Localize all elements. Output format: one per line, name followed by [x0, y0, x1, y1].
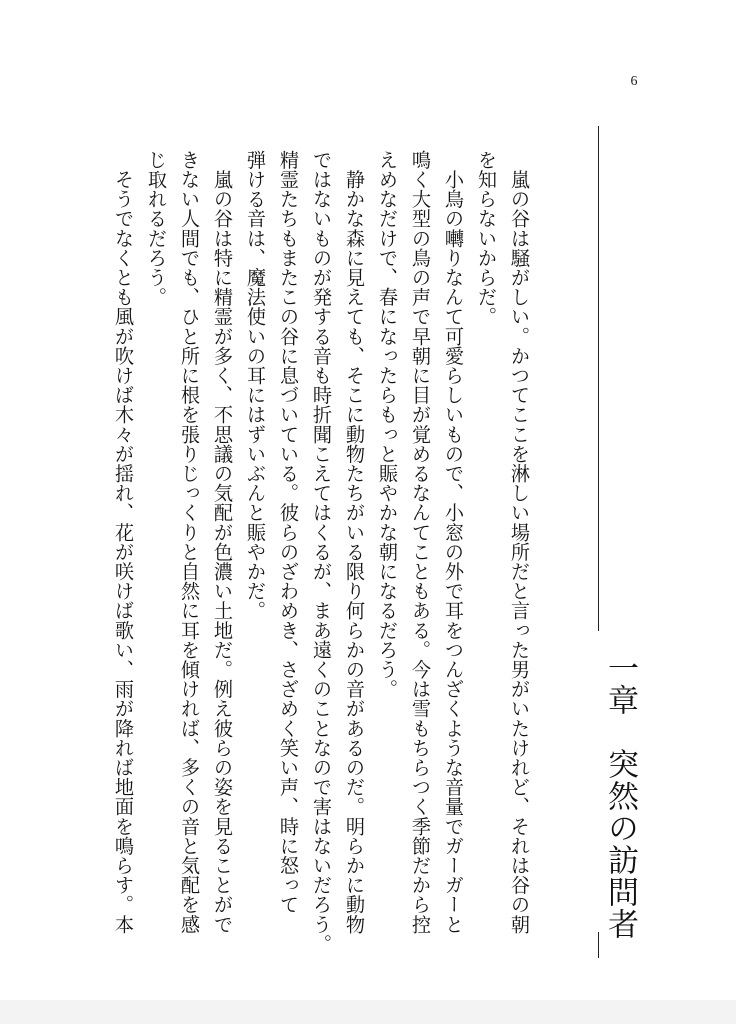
chapter-rule-bottom	[598, 932, 599, 958]
chapter-rule-top	[598, 126, 599, 631]
page-bottom-band	[0, 1000, 736, 1024]
paragraph: 嵐の谷は騒がしい。かつてここを淋しい場所だと言った男がいたけれど、それは谷の朝 を知らないからだ。	[475, 150, 531, 934]
paragraph: そうでなくとも風が吹けば木々が揺れ、花が咲けば歌い、雨が降れば地面を鳴らす。本	[112, 150, 135, 934]
paragraph: 嵐の谷は特に精霊が多く、不思議の気配が色濃い土地だ。例え彼らの姿を見ることがで きない人間でも、ひと所に根を張りじっくりと自然に耳を傾ければ、多くの音と気配を感 じ取れるだろう。	[145, 150, 234, 934]
page-number: 6	[630, 74, 638, 89]
paragraph: 静かな森に見えても、そこに動物たちがいる限り何らかの音があるのだ。明らかに動物 ではないものが発する音も時折聞こえてはくるが、まあ遠くのことなので害はないだろう。 精霊たちもまたこの谷に息づいている。彼らのざわめき、さざめく笑い声、時に怒って 弾ける音は、魔法使いの耳にはずいぶんと賑やかだ。	[244, 150, 366, 954]
paragraph: 小鳥の囀りなんて可愛らしいもので、小窓の外で耳をつんざくような音量でガーガーと 鳴く大型の鳥の声で早朝に目が覚めるなんてこともある。今は雪もちらつく季節だから控 えめなだけで、春になったらもっと賑やかな朝になるだろう。	[376, 150, 465, 934]
body-text	[112, 150, 536, 954]
chapter-title: 一章 突然の訪問者	[602, 652, 638, 940]
